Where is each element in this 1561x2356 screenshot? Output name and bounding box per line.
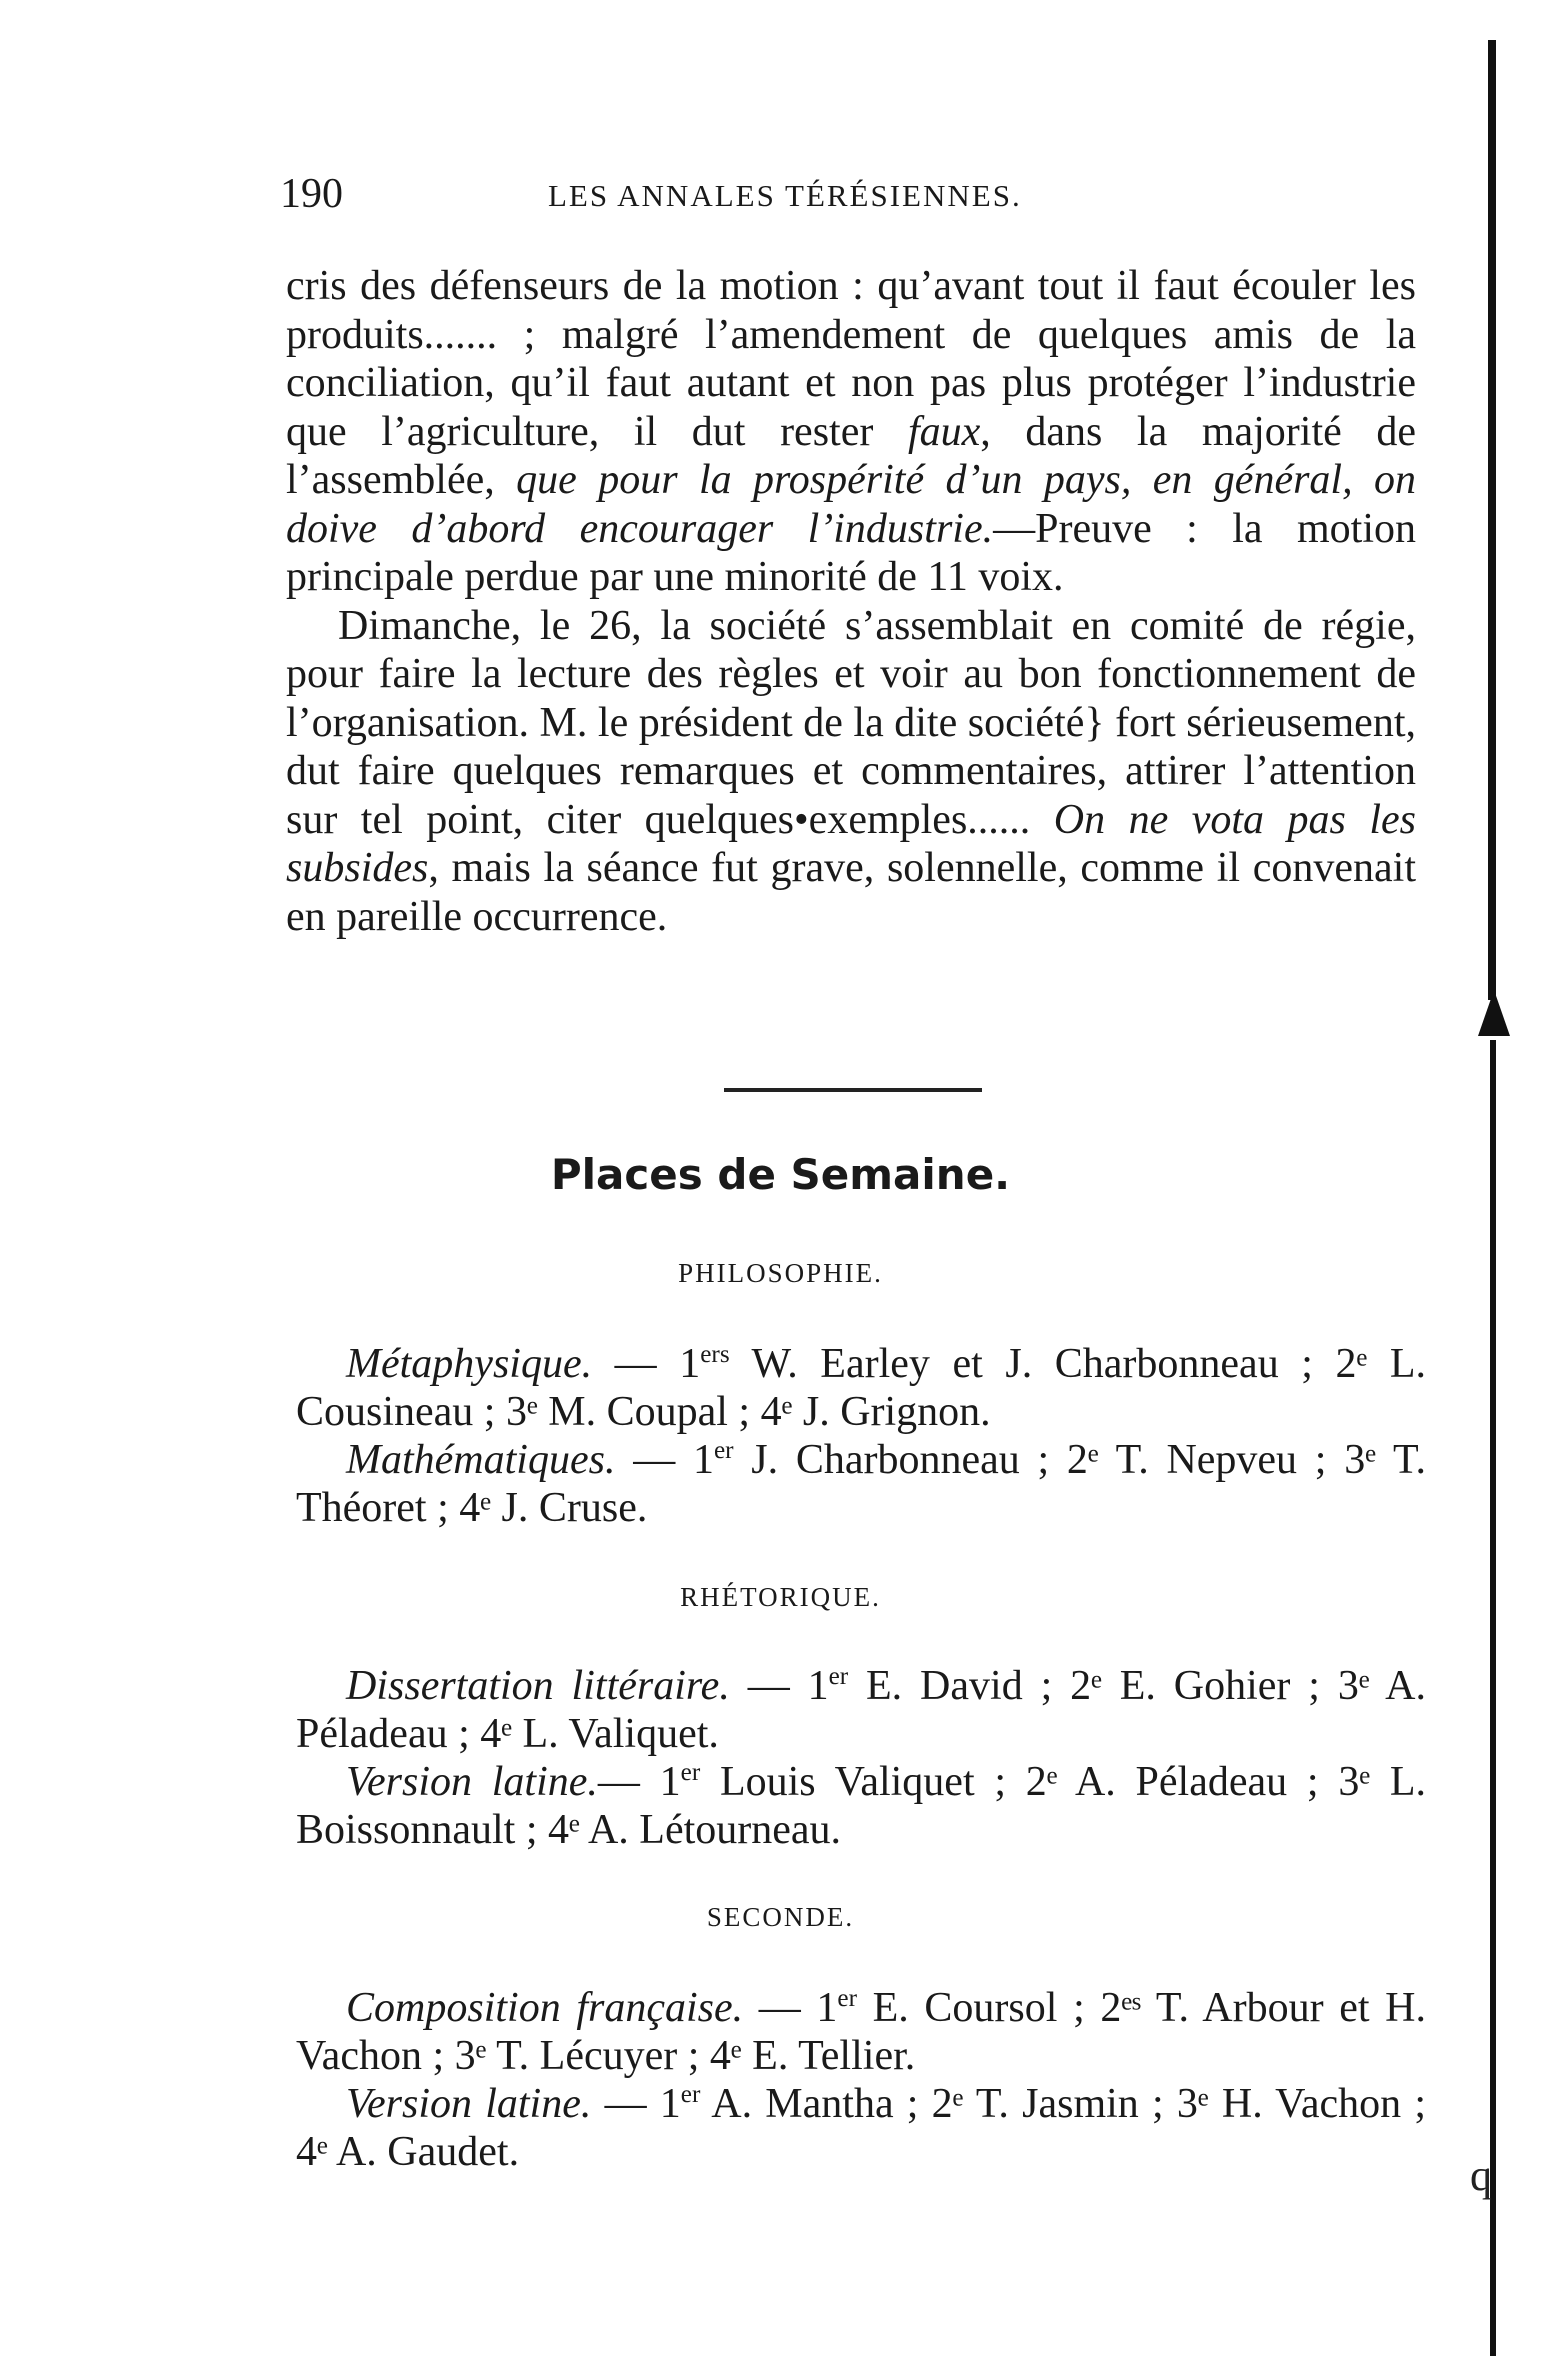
para2-text-b: , mais la séance fut grave, solennelle, comme il convenait en pareille occurrence. [286, 845, 1416, 940]
rank-number: 1 [816, 1985, 838, 2031]
ranking-text: J. Charbonneau ; 2ᵉ T. Nepveu ; 3ᵉ T. Théoret ; 4ᵉ J. Cruse. [296, 1437, 1426, 1531]
section-title: Places de Semaine. [550, 1150, 1011, 1199]
ranking-entry [296, 2080, 1426, 2176]
ranking-entry [296, 1662, 1426, 1758]
para2-italic-a: On ne vota pas les subsides [286, 796, 1416, 891]
subject-name: Dissertation littéraire. [346, 1663, 730, 1709]
rank-number: 1 [692, 1437, 714, 1483]
paragraph-1 [286, 262, 1416, 602]
rank-suffix: er [680, 2081, 701, 2108]
class-heading-rhetorique: RHÉTORIQUE. [680, 1582, 881, 1612]
class-heading-seconde: SECONDE. [706, 1902, 855, 1932]
ranking-entry [296, 1984, 1426, 2080]
rank-number: 1 [679, 1341, 701, 1387]
running-title: LES ANNALES TÉRÉSIENNES. [548, 178, 1022, 213]
ranking-text: E. David ; 2ᵉ E. Gohier ; 3ᵉ A. Péladeau ; 4ᵉ L. Valiquet. [296, 1663, 1426, 1757]
separator: — [591, 2081, 660, 2127]
ranking-text: Louis Valiquet ; 2ᵉ A. Péladeau ; 3ᵉ L. Boissonnault ; 4ᵉ A. Létourneau. [296, 1759, 1426, 1853]
margin-mark: q [1470, 2151, 1492, 2200]
rank-suffix: ers [700, 1341, 730, 1368]
para1-text-a: cris des défenseurs de la motion : qu’avant tout il faut écouler les produits....... ; malgré l’amendement de quelques amis de la conciliation, qu’il faut autant et non pas plus protéger l’industrie que l’agriculture, il dut rester [286, 263, 1416, 455]
separator: — [615, 1437, 693, 1483]
subject-name: Version latine. [346, 2081, 592, 2127]
rank-suffix: er [680, 1759, 701, 1786]
rank-number: 1 [659, 1759, 681, 1805]
para1-text-b: , dans la majorité de l’assemblée, [286, 408, 1416, 503]
separator: — [743, 1985, 817, 2031]
ranking-entry [296, 1758, 1426, 1854]
body-text [286, 262, 1416, 941]
rank-suffix: er [828, 1663, 849, 1690]
para1-italic-a: faux [907, 408, 981, 455]
ranking-entry [296, 1340, 1426, 1436]
rank-number: 1 [807, 1663, 829, 1709]
section-divider [724, 1088, 982, 1092]
ranking-text: E. Coursol ; 2ᵉˢ T. Arbour et H. Vachon ; 3ᵉ T. Lécuyer ; 4ᵉ E. Tellier. [296, 1985, 1427, 2079]
para1-text-c: —Preuve : la motion principale perdue par une minorité de 11 voix. [286, 505, 1416, 600]
scan-edge-line [1488, 40, 1496, 1000]
paragraph-2 [286, 602, 1416, 942]
ranking-text: W. Earley et J. Charbonneau ; 2ᵉ L. Cousineau ; 3ᵉ M. Coupal ; 4ᵉ J. Grignon. [296, 1341, 1427, 1435]
para1-italic-b: que pour la prospérité d’un pays, en général, on doive d’abord encourager l’industrie. [286, 457, 1416, 552]
ranking-text: A. Mantha ; 2ᵉ T. Jasmin ; 3ᵉ H. Vachon ; 4ᵉ A. Gaudet. [296, 2081, 1426, 2175]
separator: — [592, 1341, 680, 1387]
subject-name: Métaphysique. [346, 1341, 593, 1387]
subject-name: Mathématiques. [346, 1437, 616, 1483]
separator: — [729, 1663, 808, 1709]
ranking-seconde [296, 1984, 1426, 2176]
ranking-entry [296, 1436, 1426, 1532]
rank-number: 1 [659, 2081, 681, 2127]
page-number: 190 [280, 171, 343, 217]
scan-edge-arrow-icon [1478, 990, 1510, 1036]
rank-suffix: er [713, 1437, 734, 1464]
subject-name: Version latine. [346, 1759, 598, 1805]
ranking-philosophie [296, 1340, 1426, 1532]
class-heading-philosophie: PHILOSOPHIE. [678, 1258, 883, 1288]
page-header [280, 170, 1430, 230]
ranking-rhetorique [296, 1662, 1426, 1854]
subject-name: Composition française. [346, 1985, 744, 2031]
para2-text-a: Dimanche, le 26, la société s’assemblait en comité de régie, pour faire la lecture des règles et voir au bon fonctionnement de l’organisation. M. le président de la dite société} fort sérieusement, dut faire quelques remarques et commentaires, attirer l’attention sur tel point, citer quelques•exemples...... [286, 602, 1416, 843]
separator: — [597, 1759, 660, 1805]
rank-suffix: er [837, 1985, 857, 2012]
